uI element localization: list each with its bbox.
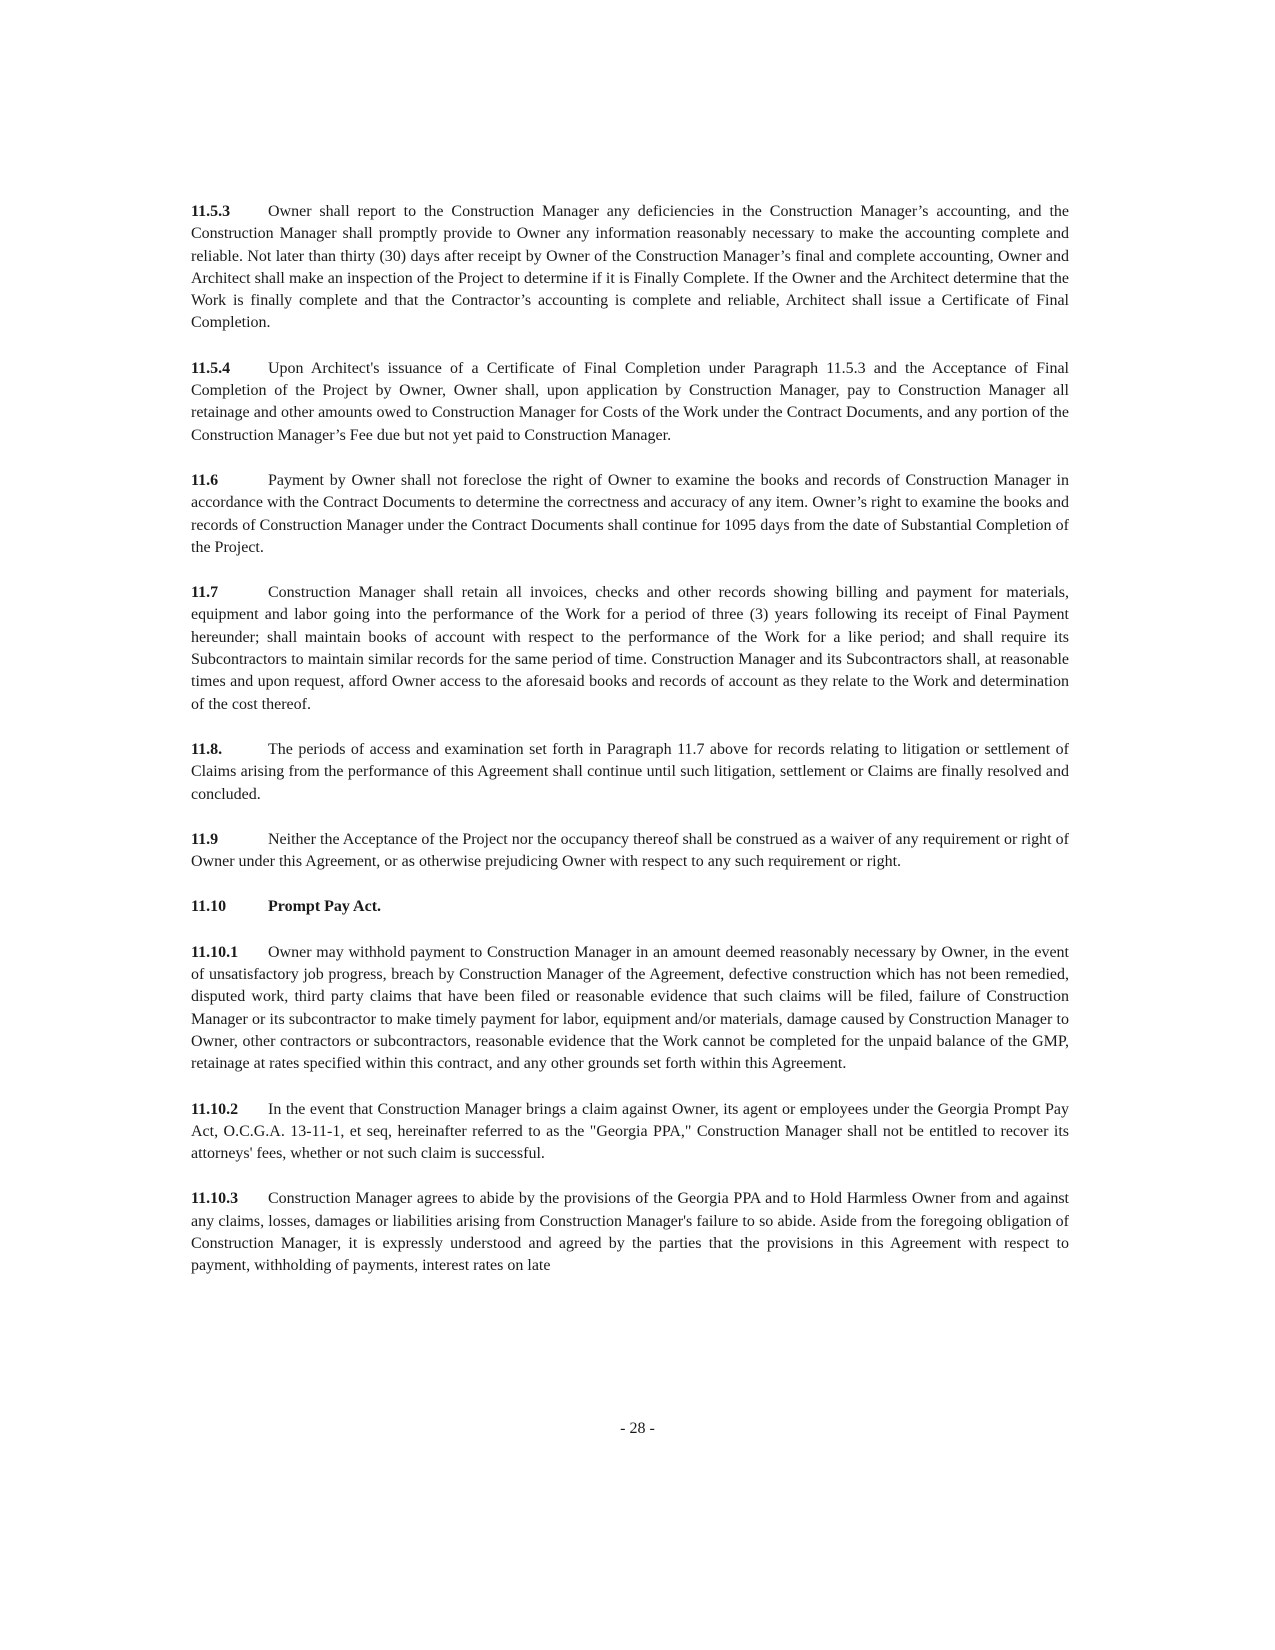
paragraph-text: The periods of access and examination set forth in Paragraph 11.7 above for records relating to litigation or settlement of Claims arising from the performance of this Agreement shall continue until such litigation, settlement or Claims are finally resolved and concluded. [191, 740, 1069, 803]
paragraph-11-10-2 [191, 1099, 1069, 1166]
section-number: 11.8. [191, 740, 223, 758]
paragraph-11-9 [191, 829, 1069, 874]
paragraph-text: Neither the Acceptance of the Project nor the occupancy thereof shall be construed as a waiver of any requirement or right of Owner under this Agreement, or as otherwise prejudicing Owner with respect to any such requirement or right. [191, 830, 1069, 871]
paragraph-text: Construction Manager agrees to abide by the provisions of the Georgia PPA and to Hold Harmless Owner from and against any claims, losses, damages or liabilities arising from Construction Manager's failure to so abide. Aside from the foregoing obligation of Construction Manager, it is expressly understood and agreed by the parties that the provisions in this Agreement with respect to payment, withholding of payments, interest rates on late [191, 1190, 1069, 1275]
paragraph-text: Owner may withhold payment to Construction Manager in an amount deemed reasonably necessary by Owner, in the event of unsatisfactory job progress, breach by Construction Manager of the Agreement, defective construction which has not been remedied, disputed work, third party claims that have been filed or reasonable evidence that such claims will be filed, failure of Construction Manager or its subcontractor to make timely payment for labor, equipment and/or materials, damage caused by Construction Manager to Owner, other contractors or subcontractors, reasonable evidence that the Work cannot be completed for the unpaid balance of the GMP, retainage at rates specified within this contract, and any other grounds set forth within this Agreement. [191, 943, 1069, 1073]
paragraph-11-8 [191, 739, 1069, 806]
paragraph-11-5-3 [191, 201, 1069, 335]
section-number: 11.5.3 [191, 203, 231, 220]
paragraph-11-5-4 [191, 358, 1069, 447]
section-number: 11.5.4 [191, 359, 231, 377]
paragraph-text: Payment by Owner shall not foreclose the right of Owner to examine the books and records of Construction Manager in accordance with the Contract Documents to determine the correctness and accuracy of any item. Owner’s right to examine the books and records of Construction Manager under the Contract Documents shall continue for 1095 days from the date of Substantial Completion of the Project. [191, 471, 1069, 556]
paragraph-11-10-1 [191, 942, 1069, 1076]
section-number: 11.6 [191, 471, 219, 489]
section-number: 11.10.2 [191, 1100, 239, 1118]
section-number: 11.9 [191, 830, 219, 848]
section-title: Prompt Pay Act. [268, 898, 382, 916]
paragraph-11-10-3 [191, 1188, 1069, 1277]
paragraph-text: Upon Architect's issuance of a Certificate of Final Completion under Paragraph 11.5.3 and the Acceptance of Final Completion of the Project by Owner, Owner shall, upon application by Construction Manager, pay to Construction Manager all retainage and other amounts owed to Construction Manager for Costs of the Work under the Contract Documents, and any portion of the Construction Manager’s Fee due but not yet paid to Construction Manager. [191, 359, 1069, 444]
section-number: 11.10.1 [191, 943, 239, 961]
section-heading-11-10 [191, 896, 1069, 918]
page-number: - 28 - [620, 1420, 655, 1437]
paragraph-11-6 [191, 470, 1069, 559]
paragraph-text: In the event that Construction Manager brings a claim against Owner, its agent or employees under the Georgia Prompt Pay Act, O.C.G.A. 13-11-1, et seq, hereinafter referred to as the "Georgia PPA," Construction Manager shall not be entitled to recover its attorneys' fees, whether or not such claim is successful. [191, 1100, 1069, 1163]
document-page [191, 201, 1069, 1301]
section-number: 11.10 [191, 898, 227, 916]
section-number: 11.7 [191, 584, 219, 602]
paragraph-text: Owner shall report to the Construction Manager any deficiencies in the Construction Manager’s accounting, and the Construction Manager shall promptly provide to Owner any information reasonably necessary to make the accounting complete and reliable. Not later than thirty (30) days after receipt by Owner of the Construction Manager’s final and complete accounting, Owner and Architect shall make an inspection of the Project to determine if it is Finally Complete. If the Owner and the Architect determine that the Work is finally complete and that the Contractor’s accounting is complete and reliable, Architect shall issue a Certificate of Final Completion. [191, 203, 1069, 332]
section-number: 11.10.3 [191, 1190, 239, 1208]
paragraph-11-7 [191, 582, 1069, 716]
paragraph-text: Construction Manager shall retain all invoices, checks and other records showing billing and payment for materials, equipment and labor going into the performance of the Work for a period of three (3) years following its receipt of Final Payment hereunder; shall maintain books of account with respect to the performance of the Work for a like period; and shall require its Subcontractors to maintain similar records for the same period of time. Construction Manager and its Subcontractors shall, at reasonable times and upon request, afford Owner access to the aforesaid books and records of account as they relate to the Work and determination of the cost thereof. [191, 584, 1069, 713]
